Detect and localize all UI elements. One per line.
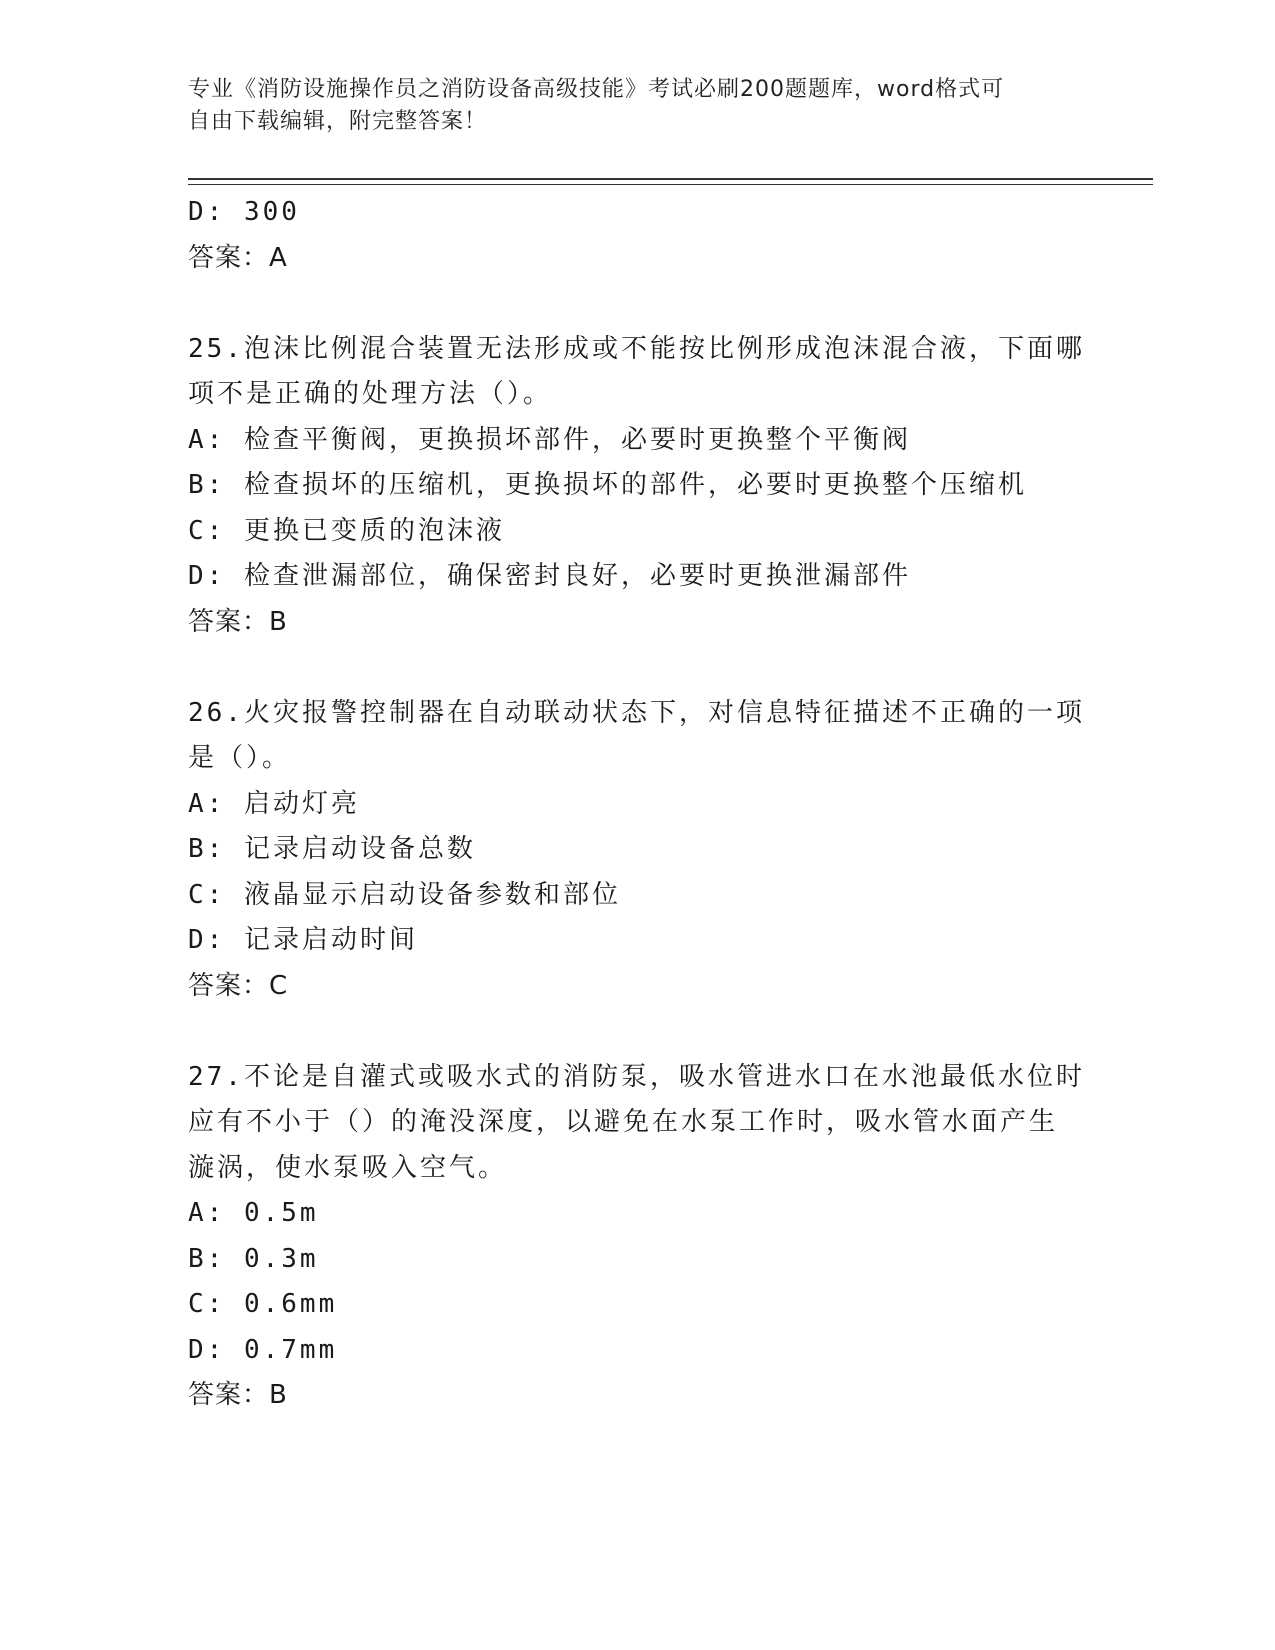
spacer [188, 281, 1088, 327]
header-divider-thin [188, 184, 1153, 185]
question-stem: 是（）。 [188, 743, 292, 773]
question-stem: 项不是正确的处理方法（）。 [188, 379, 553, 409]
question-stem: 25.泡沫比例混合装置无法形成或不能按比例形成泡沫混合液，下面哪 [188, 333, 1085, 364]
option-d: D: 记录启动时间 [188, 925, 418, 955]
option-c: C: 液晶显示启动设备参数和部位 [188, 879, 621, 910]
answer-line: 答案：A [188, 242, 288, 273]
answer-line: 答案：B [188, 606, 288, 637]
spacer [188, 645, 1088, 691]
option-b: B: 0.3m [188, 1243, 319, 1274]
header-divider-thick [188, 178, 1153, 180]
question-27 [188, 1055, 1088, 1419]
option-b: B: 检查损坏的压缩机，更换损坏的部件，必要时更换整个压缩机 [188, 470, 1027, 500]
question-25 [188, 327, 1088, 646]
option-a: A: 0.5m [188, 1198, 319, 1228]
header-line-2: 自由下载编辑，附完整答案！ [188, 109, 488, 134]
answer-line: 答案：C [188, 970, 289, 1001]
option-d: D: 0.7mm [188, 1334, 338, 1365]
option-a: A: 启动灯亮 [188, 788, 360, 819]
header-line-1: 专业《消防设施操作员之消防设备高级技能》考试必刷200题题库，word格式可 [188, 77, 1005, 102]
option-c: C: 更换已变质的泡沫液 [188, 515, 505, 546]
question-content [188, 190, 1088, 1419]
document-header [188, 74, 1088, 138]
option-a: A: 检查平衡阀，更换损坏部件，必要时更换整个平衡阀 [188, 424, 911, 455]
question-stem: 26.火灾报警控制器在自动联动状态下，对信息特征描述不正确的一项 [188, 697, 1085, 728]
option-c: C: 0.6mm [188, 1289, 338, 1319]
option-b: B: 记录启动设备总数 [188, 834, 476, 864]
answer-line: 答案：B [188, 1380, 288, 1410]
option-d: D: 检查泄漏部位，确保密封良好，必要时更换泄漏部件 [188, 561, 911, 591]
spacer [188, 1009, 1088, 1055]
question-stem: 漩涡，使水泵吸入空气。 [188, 1152, 508, 1183]
option-d: D: 300 [188, 197, 300, 227]
question-24-tail [188, 190, 1088, 281]
question-stem: 应有不小于（）的淹没深度，以避免在水泵工作时，吸水管水面产生 [188, 1107, 1059, 1137]
question-stem: 27.不论是自灌式或吸水式的消防泵，吸水管进水口在水池最低水位时 [188, 1061, 1085, 1092]
question-26 [188, 691, 1088, 1010]
